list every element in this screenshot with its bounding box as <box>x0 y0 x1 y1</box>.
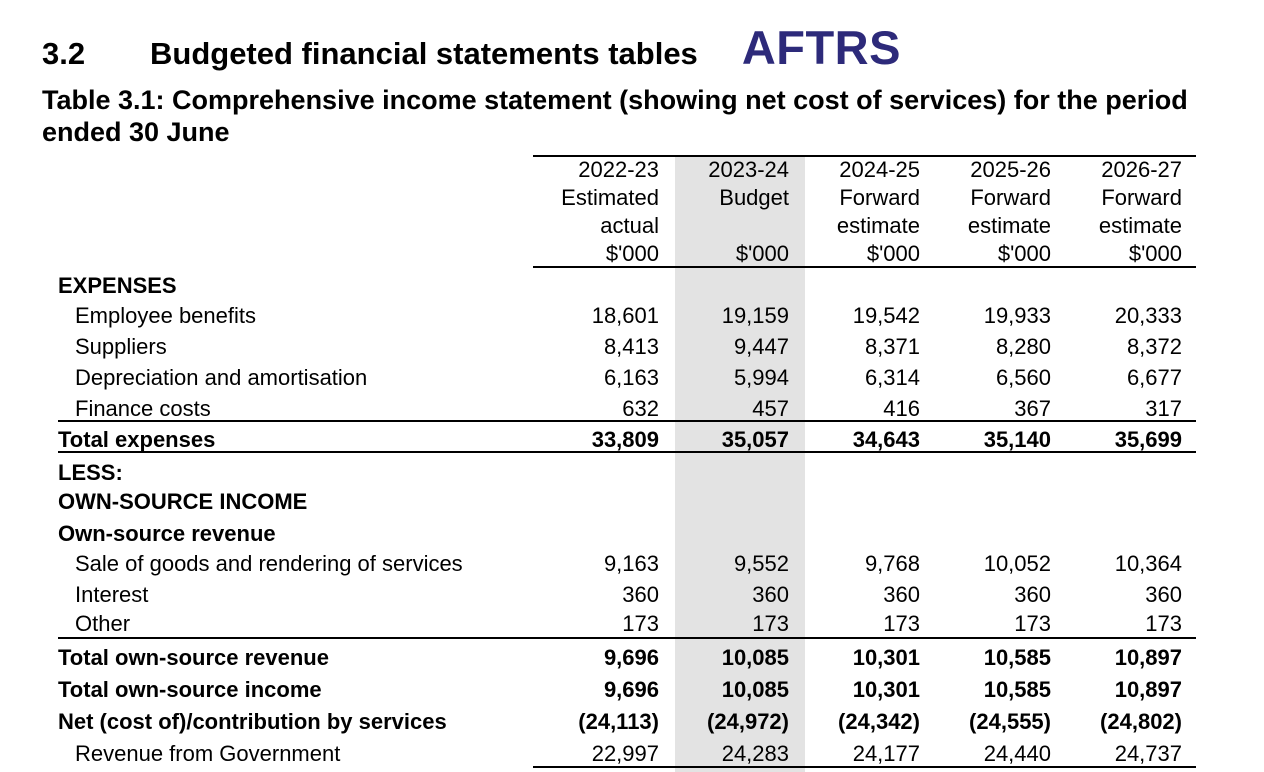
table-cell: 9,163 <box>603 551 659 576</box>
row-label: Sale of goods and rendering of services <box>75 551 463 576</box>
table-cell: 10,301 <box>852 677 920 702</box>
column-header-year: 2025-26 <box>970 157 1051 182</box>
section-number: 3.2 <box>42 36 86 71</box>
table-row <box>0 548 1264 579</box>
row-label: Finance costs <box>75 396 211 421</box>
table-cell: 6,677 <box>1126 365 1182 390</box>
table-cell: 9,696 <box>603 645 659 670</box>
table-cell: 8,371 <box>864 334 920 359</box>
table-cell: 10,052 <box>983 551 1051 576</box>
table-cell: 457 <box>752 396 789 421</box>
table-cell: 360 <box>752 582 789 607</box>
table-rule <box>58 637 1196 639</box>
column-header-line3: estimate <box>1098 213 1182 238</box>
table-row <box>0 518 1264 549</box>
table-cell: 416 <box>883 396 920 421</box>
table-cell: 10,897 <box>1114 645 1182 670</box>
table-cell: 22,997 <box>591 741 659 766</box>
table-cell: (24,972) <box>707 709 789 734</box>
table-cell: 35,057 <box>721 427 789 452</box>
table-cell: 173 <box>1014 611 1051 636</box>
column-header-line2: Budget <box>719 185 789 210</box>
table-rule <box>533 266 1196 268</box>
table-cell: 173 <box>622 611 659 636</box>
table-rule <box>533 155 1196 157</box>
table-cell: 20,333 <box>1114 303 1182 328</box>
row-label: LESS: <box>58 460 123 485</box>
table-cell: (24,802) <box>1100 709 1182 734</box>
table-cell: 35,699 <box>1114 427 1182 452</box>
table-cell: 24,177 <box>852 741 920 766</box>
table-cell: 24,737 <box>1114 741 1182 766</box>
table-cell: 10,085 <box>721 677 789 702</box>
table-cell: 10,085 <box>721 645 789 670</box>
table-cell: 10,585 <box>983 645 1051 670</box>
row-label: Employee benefits <box>75 303 256 328</box>
table-cell: 9,696 <box>603 677 659 702</box>
table-cell: 317 <box>1145 396 1182 421</box>
table-row <box>0 457 1264 488</box>
table-cell: 360 <box>622 582 659 607</box>
table-row <box>0 486 1264 517</box>
table-cell: 6,314 <box>864 365 920 390</box>
column-header-line3: estimate <box>967 213 1051 238</box>
table-cell: 6,163 <box>603 365 659 390</box>
table-cell: 173 <box>1145 611 1182 636</box>
column-header-unit: $'000 <box>605 241 659 266</box>
table-cell: 19,542 <box>852 303 920 328</box>
table-cell: 360 <box>1014 582 1051 607</box>
table-cell: 24,440 <box>983 741 1051 766</box>
table-row <box>0 674 1264 705</box>
table-rule <box>58 451 1196 453</box>
table-cell: 18,601 <box>591 303 659 328</box>
table-cell: 9,552 <box>733 551 789 576</box>
column-header-year: 2024-25 <box>839 157 920 182</box>
table-row <box>0 362 1264 393</box>
row-label: Own-source revenue <box>58 521 276 546</box>
table-row <box>0 642 1264 673</box>
row-label: Total expenses <box>58 427 216 452</box>
table-cell: 24,283 <box>721 741 789 766</box>
column-header-unit: $'000 <box>997 241 1051 266</box>
row-label: Interest <box>75 582 149 607</box>
table-cell: 33,809 <box>591 427 659 452</box>
table-cell: 360 <box>883 582 920 607</box>
table-title: Table 3.1: Comprehensive income statement (showing net cost of services) for the period ended 30 June <box>42 85 1188 147</box>
table-cell: 9,768 <box>864 551 920 576</box>
row-label: Revenue from Government <box>75 741 341 766</box>
table-row <box>0 738 1264 769</box>
column-header-line3: estimate <box>836 213 920 238</box>
row-label: EXPENSES <box>58 273 177 298</box>
column-header-year: 2023-24 <box>708 157 789 182</box>
table-row <box>0 706 1264 737</box>
row-label: Total own-source revenue <box>58 645 329 670</box>
table-cell: 367 <box>1014 396 1051 421</box>
column-header-line3: actual <box>600 213 659 238</box>
table-cell: 9,447 <box>733 334 789 359</box>
section-title: Budgeted financial statements tables <box>150 36 698 71</box>
table-row <box>0 270 1264 301</box>
column-header-line2: Forward <box>839 185 920 210</box>
row-label: Suppliers <box>75 334 167 359</box>
column-header-unit: $'000 <box>866 241 920 266</box>
table-row <box>0 331 1264 362</box>
table-cell: 10,897 <box>1114 677 1182 702</box>
table-cell: 8,372 <box>1126 334 1182 359</box>
table-cell: 360 <box>1145 582 1182 607</box>
agency-logo-text: AFTRS <box>741 21 901 74</box>
table-cell: 19,933 <box>983 303 1051 328</box>
row-label: Depreciation and amortisation <box>75 365 368 390</box>
column-header-unit: $'000 <box>735 241 789 266</box>
table-cell: (24,342) <box>838 709 920 734</box>
table-cell: 35,140 <box>983 427 1051 452</box>
table-cell: 8,280 <box>995 334 1051 359</box>
table-cell: 10,301 <box>852 645 920 670</box>
table-cell: 173 <box>752 611 789 636</box>
table-cell: 19,159 <box>721 303 789 328</box>
column-header-line2: Estimated <box>561 185 659 210</box>
row-label: OWN-SOURCE INCOME <box>58 489 308 514</box>
column-header-year: 2026-27 <box>1101 157 1182 182</box>
table-cell: 10,585 <box>983 677 1051 702</box>
row-label: Net (cost of)/contribution by services <box>58 709 447 734</box>
table-cell: 632 <box>622 396 659 421</box>
table-row <box>0 300 1264 331</box>
table-row <box>0 579 1264 610</box>
table-row <box>0 608 1264 639</box>
column-header-line2: Forward <box>1101 185 1182 210</box>
table-cell: 5,994 <box>733 365 789 390</box>
table-cell: 8,413 <box>603 334 659 359</box>
row-label: Other <box>75 611 131 636</box>
table-cell: (24,555) <box>969 709 1051 734</box>
table-cell: 34,643 <box>852 427 920 452</box>
column-header-unit: $'000 <box>1128 241 1182 266</box>
column-header-line2: Forward <box>970 185 1051 210</box>
table-cell: 173 <box>883 611 920 636</box>
table-cell: 6,560 <box>995 365 1051 390</box>
table-cell: (24,113) <box>578 709 659 734</box>
table-cell: 10,364 <box>1114 551 1182 576</box>
row-label: Total own-source income <box>58 677 322 702</box>
table-rule <box>58 420 1196 422</box>
table-rule <box>533 766 1196 768</box>
column-header-year: 2022-23 <box>578 157 659 182</box>
